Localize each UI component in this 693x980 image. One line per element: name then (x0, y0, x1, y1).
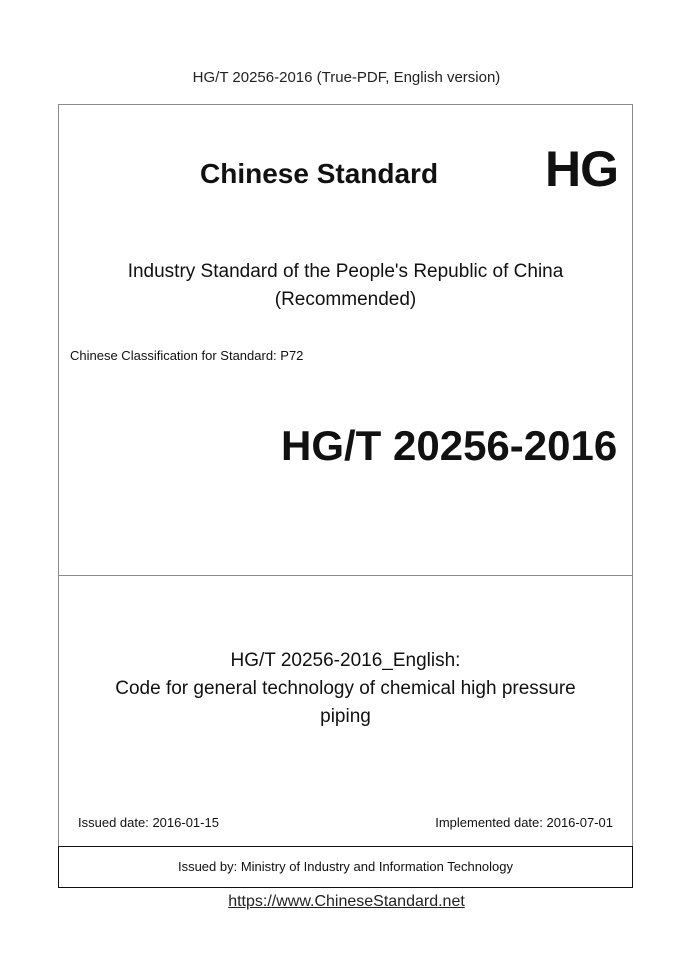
document-title (58, 647, 633, 731)
header-title: HG/T 20256-2016 (True-PDF, English version) (192, 69, 501, 86)
subtitle-line-1: Industry Standard of the People's Republic of China (127, 261, 564, 282)
classification-text: Chinese Classification for Standard: P72 (70, 348, 304, 363)
cover-subtitle (58, 258, 633, 314)
document-title-line-2: Code for general technology of chemical high pressure (115, 678, 576, 699)
standard-mark: HG (545, 141, 618, 197)
document-title-line-3: piping (320, 706, 371, 727)
issued-date: Issued date: 2016-01-15 (78, 815, 219, 830)
cover-title: Chinese Standard (200, 158, 439, 189)
document-title-line-1: HG/T 20256-2016_English: (230, 650, 461, 671)
website-link[interactable]: https://www.ChineseStandard.net (228, 893, 465, 910)
issued-by: Issued by: Ministry of Industry and Information Technology (177, 859, 514, 874)
implemented-date: Implemented date: 2016-07-01 (435, 815, 613, 830)
subtitle-line-2: (Recommended) (274, 289, 417, 310)
standard-number: HG/T 20256-2016 (281, 422, 618, 469)
